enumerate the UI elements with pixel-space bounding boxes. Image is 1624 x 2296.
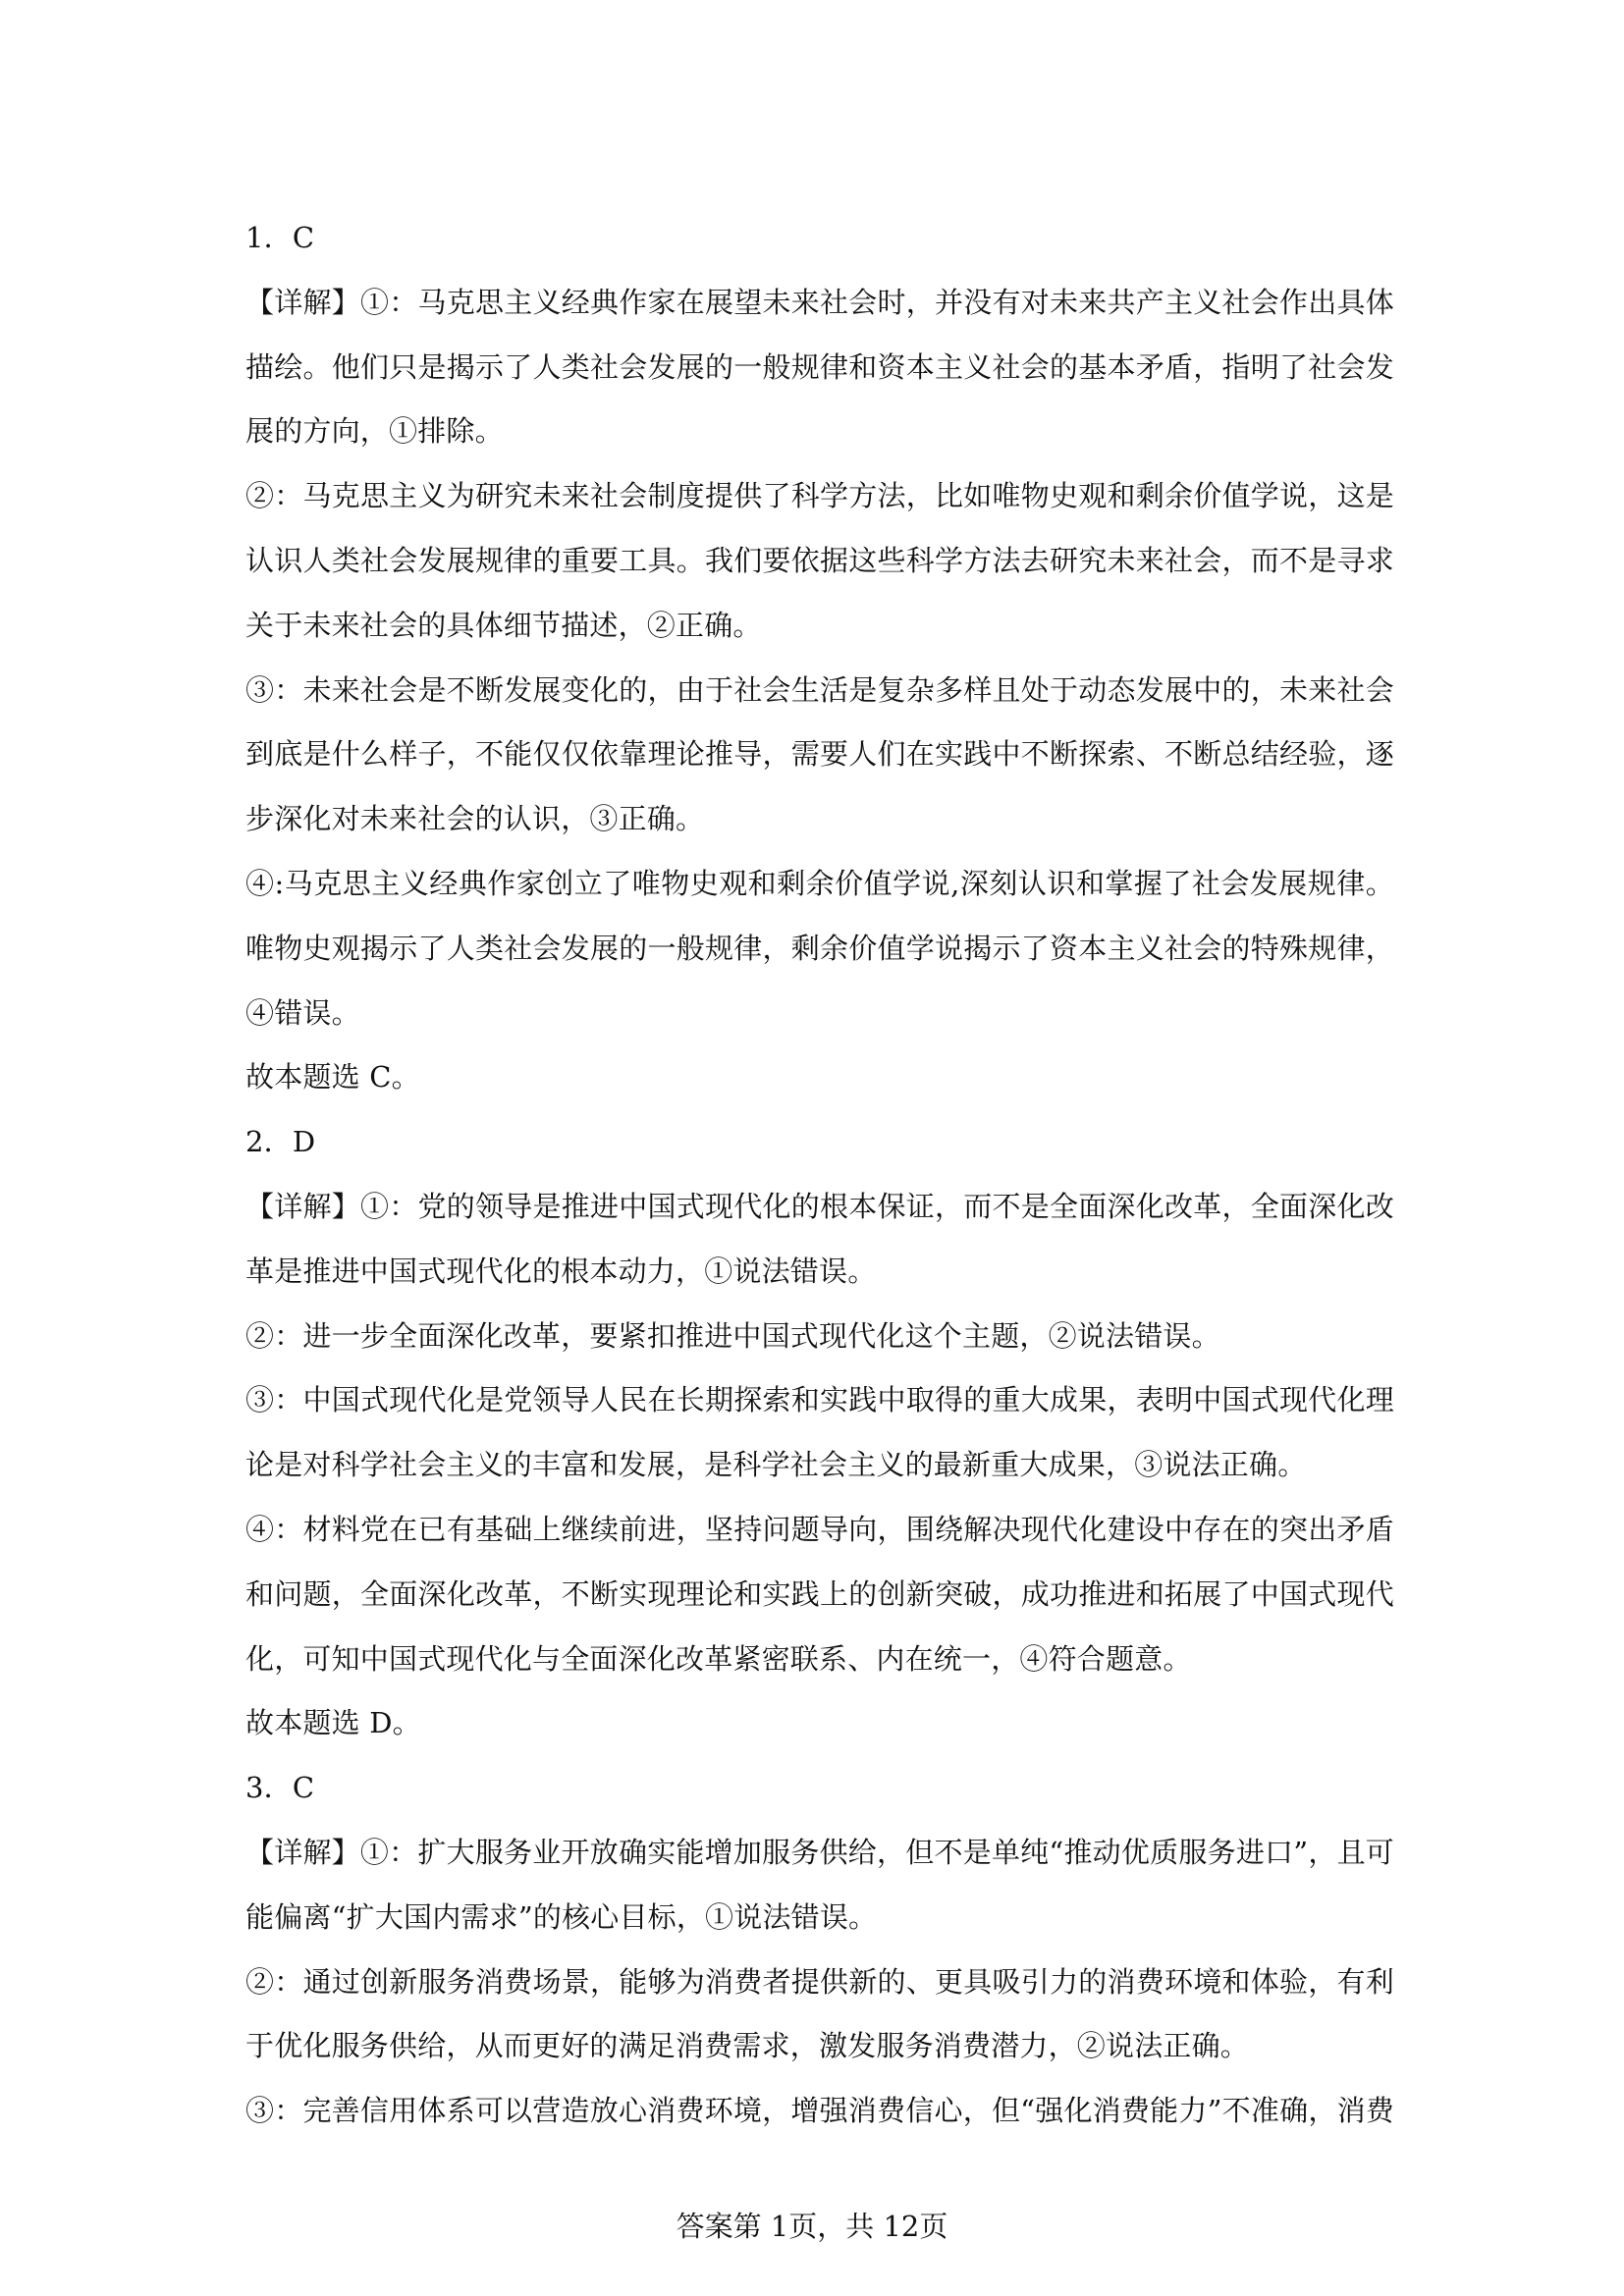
- text-line: ④：材料党在已有基础上继续前进，坚持问题导向，围绕解决现代化建设中存在的突出矛盾: [245, 1512, 1394, 1546]
- text-line: 化，可知中国式现代化与全面深化改革紧密联系、内在统一，④符合题意。: [245, 1641, 1192, 1676]
- text-line: ②：马克思主义为研究未来社会制度提供了科学方法，比如唯物史观和剩余价值学说，这是: [245, 479, 1394, 513]
- text-line: ③：完善信用体系可以营造放心消费环境，增强消费信心，但“强化消费能力”不准确，消费: [245, 2094, 1394, 2128]
- text-line: 2．D: [245, 1125, 316, 1159]
- text-line: 【详解】①：扩大服务业开放确实能增加服务供给，但不是单纯“推动优质服务进口”，且可: [245, 1835, 1394, 1869]
- text-line: ②：进一步全面深化改革，要紧扣推进中国式现代化这个主题，②说法错误。: [245, 1318, 1220, 1353]
- answer-text: [245, 206, 1394, 2144]
- text-line: 1．C: [245, 221, 315, 254]
- text-line: ④错误。: [245, 995, 360, 1030]
- text-line: 和问题，全面深化改革，不断实现理论和实践上的创新突破，成功推进和拓展了中国式现代: [245, 1576, 1394, 1611]
- text-line: 认识人类社会发展规律的重要工具。我们要依据这些科学方法去研究未来社会，而不是寻求: [245, 543, 1394, 577]
- page-footer: 答案第 1页，共 12页: [676, 2210, 948, 2243]
- text-line: 能偏离“扩大国内需求”的核心目标，①说法错误。: [245, 1899, 878, 1934]
- text-line: ②：通过创新服务消费场景，能够为消费者提供新的、更具吸引力的消费环境和体验，有利: [245, 1964, 1394, 1999]
- text-line: 革是推进中国式现代化的根本动力，①说法错误。: [245, 1254, 877, 1288]
- text-line: 故本题选 D。: [245, 1706, 421, 1740]
- document-body: [245, 206, 1394, 2144]
- text-line: 【详解】①：马克思主义经典作家在展望未来社会时，并没有对未来共产主义社会作出具体: [245, 285, 1394, 319]
- text-line: 展的方向，①排除。: [245, 414, 504, 449]
- text-line: 于优化服务供给，从而更好的满足消费需求，激发服务消费潜力，②说法正确。: [245, 2029, 1250, 2063]
- text-line: 到底是什么样子，不能仅仅依靠理论推导，需要人们在实践中不断探索、不断总结经验，逐: [245, 737, 1394, 772]
- text-line: ④:马克思主义经典作家创立了唯物史观和剩余价值学说,深刻认识和掌握了社会发展规律。: [245, 866, 1394, 900]
- text-line: 关于未来社会的具体细节描述，②正确。: [245, 608, 762, 642]
- text-line: 步深化对未来社会的认识，③正确。: [245, 802, 705, 836]
- text-line: 故本题选 C。: [245, 1060, 420, 1095]
- text-line: 描绘。他们只是揭示了人类社会发展的一般规律和资本主义社会的基本矛盾，指明了社会发: [245, 349, 1394, 384]
- text-line: ③：中国式现代化是党领导人民在长期探索和实践中取得的重大成果，表明中国式现代化理: [245, 1383, 1394, 1417]
- text-line: 3．C: [245, 1771, 315, 1805]
- text-line: 【详解】①：党的领导是推进中国式现代化的根本保证，而不是全面深化改革，全面深化改: [245, 1189, 1394, 1223]
- text-line: 论是对科学社会主义的丰富和发展，是科学社会主义的最新重大成果，③说法正确。: [245, 1448, 1307, 1482]
- text-line: 唯物史观揭示了人类社会发展的一般规律，剩余价值学说揭示了资本主义社会的特殊规律，: [245, 931, 1394, 965]
- text-line: ③：未来社会是不断发展变化的，由于社会生活是复杂多样且处于动态发展中的，未来社会: [245, 672, 1394, 707]
